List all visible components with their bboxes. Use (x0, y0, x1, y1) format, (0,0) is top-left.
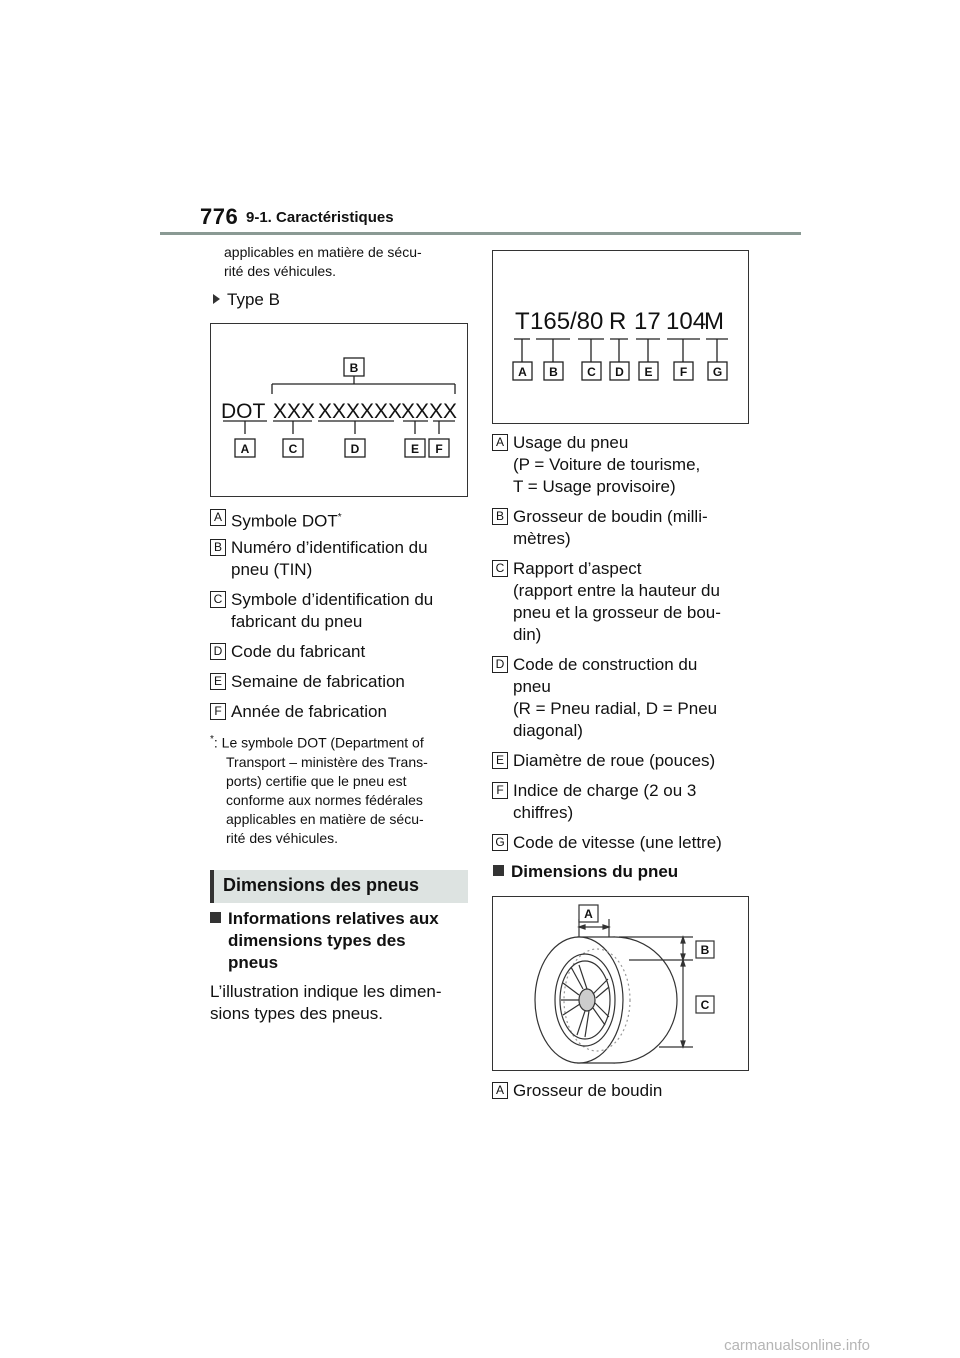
item-text: Grosseur de boudin (milli- (513, 507, 708, 526)
letter-badge: A (492, 1082, 508, 1099)
footnote-line: Transport – ministère des Trans- (226, 753, 428, 770)
page-number: 776 (200, 204, 239, 229)
subheading-line: dimensions types des (228, 931, 406, 950)
list-item (210, 641, 468, 663)
dot-code-diagram (211, 324, 469, 498)
watermark: carmanualsonline.info (724, 1337, 870, 1354)
item-text: mètres) (513, 529, 571, 548)
item-text: Numéro d’identification du (231, 538, 428, 557)
list-item (210, 507, 468, 533)
fig2-label-f: F (679, 365, 688, 379)
fig2-label-g: G (712, 365, 723, 379)
fig2-label-e: E (644, 365, 653, 379)
footnote-line: rité des véhicules. (226, 829, 339, 846)
intro-text (224, 243, 422, 281)
paragraph (210, 981, 468, 1025)
list-item (492, 1080, 752, 1102)
list-item (492, 780, 752, 824)
fig2-label-b: B (549, 365, 558, 379)
list-item (210, 537, 468, 581)
fig1-dot: DOT (221, 400, 266, 423)
letter-badge: C (492, 560, 508, 577)
square-bullet-icon (210, 912, 221, 923)
letter-badge: E (492, 752, 508, 769)
section-title: 9-1. Caractéristiques (246, 209, 394, 226)
item-text: (P = Voiture de tourisme, (513, 455, 701, 474)
section-accent (210, 870, 214, 903)
item-text: (rapport entre la hauteur du (513, 581, 720, 600)
list-item (492, 832, 752, 854)
letter-badge: A (492, 434, 508, 451)
footnote-line: applicables en matière de sécu- (226, 810, 424, 827)
fig2-label-a: A (518, 365, 527, 379)
item-text: T = Usage provisoire) (513, 477, 676, 496)
item-text: pneu et la grosseur de bou- (513, 603, 721, 622)
item-text: Indice de charge (2 ou 3 (513, 781, 697, 800)
subheading (493, 861, 678, 883)
item-text: Code du fabricant (231, 642, 366, 661)
item-text: pneu (513, 677, 551, 696)
footnote-line: : Le symbole DOT (Department of (213, 734, 424, 751)
code-17: 17 (634, 308, 661, 335)
fig1-label-f: F (435, 442, 443, 456)
section-heading: Dimensions des pneus (223, 875, 420, 895)
fig2-label-d: D (615, 365, 624, 379)
fig1-label-a: A (240, 442, 250, 456)
code-r: R (609, 308, 627, 335)
item-text: Diamètre de roue (pouces) (513, 751, 716, 770)
letter-badge: D (210, 643, 226, 660)
fig1-label-b: B (349, 361, 359, 375)
item-text: Code de construction du (513, 655, 698, 674)
tire-illustration (493, 897, 750, 1072)
item-text: fabricant du pneu (231, 612, 363, 631)
footnote-line: conforme aux normes fédérales (226, 791, 423, 808)
item-text: Année de fabrication (231, 702, 387, 721)
item-text: Rapport d’aspect (513, 559, 642, 578)
code-104: 104 (666, 308, 707, 335)
fig3-label-c: C (700, 998, 710, 1012)
item-text: Symbole DOT (231, 511, 338, 531)
list-item (492, 432, 752, 498)
subheading-line: pneus (228, 953, 279, 972)
type-b-label: Type B (227, 290, 280, 309)
fig1-label-e: E (410, 442, 420, 456)
subheading-text: Dimensions du pneu (511, 862, 679, 881)
type-b-heading (213, 289, 280, 311)
section-heading-bar (210, 870, 468, 903)
letter-badge: F (210, 703, 226, 720)
item-text: Grosseur de boudin (513, 1081, 663, 1100)
tire-dimensions-figure (492, 896, 749, 1071)
list-item (492, 558, 752, 646)
dot-code-figure (210, 323, 468, 497)
wheel-hub (579, 989, 595, 1011)
item-text: Symbole d’identification du (231, 590, 434, 609)
letter-badge: B (492, 508, 508, 525)
code-80: /80 (570, 308, 604, 335)
subheading-line: Informations relatives aux (228, 909, 439, 928)
fig2-label-c: C (587, 365, 596, 379)
list-item (210, 701, 468, 723)
letter-badge: F (492, 782, 508, 799)
paragraph-line: sions types des pneus. (210, 1004, 383, 1023)
list-item (210, 589, 468, 633)
intro-line: rité des véhicules. (224, 263, 337, 279)
intro-line: applicables en matière de sécu- (224, 244, 422, 260)
triangle-bullet-icon (213, 294, 220, 304)
item-text: Usage du pneu (513, 433, 629, 452)
paragraph-line: L’illustration indique les dimen- (210, 982, 442, 1001)
footnote-mark: * (337, 512, 342, 523)
fig1-xxx: XXX (273, 400, 316, 423)
fig3-label-b: B (700, 943, 710, 957)
letter-badge: D (492, 656, 508, 673)
fig1-xxxx: XXXX (401, 400, 458, 423)
subheading (210, 908, 468, 974)
code-165: 165 (530, 308, 571, 335)
footnote (210, 730, 468, 848)
list-item (492, 750, 752, 772)
tire-size-code-figure (492, 250, 749, 424)
fig3-label-a: A (584, 907, 593, 921)
item-text: chiffres) (513, 803, 574, 822)
item-text: Semaine de fabrication (231, 672, 405, 691)
letter-badge: A (210, 509, 226, 526)
list-item (210, 671, 468, 693)
square-bullet-icon (493, 865, 504, 876)
fig1-label-d: D (350, 442, 360, 456)
fig1-label-c: C (288, 442, 298, 456)
fig1-xxxxxx: XXXXXX (318, 400, 403, 423)
item-text: Code de vitesse (une lettre) (513, 833, 722, 852)
header-rule (160, 232, 801, 235)
list-item (492, 506, 752, 550)
item-text: (R = Pneu radial, D = Pneu (513, 699, 718, 718)
tire-size-code-diagram (493, 251, 750, 425)
item-text: pneu (TIN) (231, 560, 313, 579)
letter-badge: C (210, 591, 226, 608)
letter-badge: B (210, 539, 226, 556)
footnote-line: ports) certifie que le pneu est (226, 772, 407, 789)
letter-badge: E (210, 673, 226, 690)
code-m: M (704, 308, 724, 335)
code-t: T (515, 308, 530, 335)
letter-badge: G (492, 834, 508, 851)
item-text: diagonal) (513, 721, 583, 740)
footnote-mark: * (210, 734, 214, 745)
list-item (492, 654, 752, 742)
item-text: din) (513, 625, 542, 644)
